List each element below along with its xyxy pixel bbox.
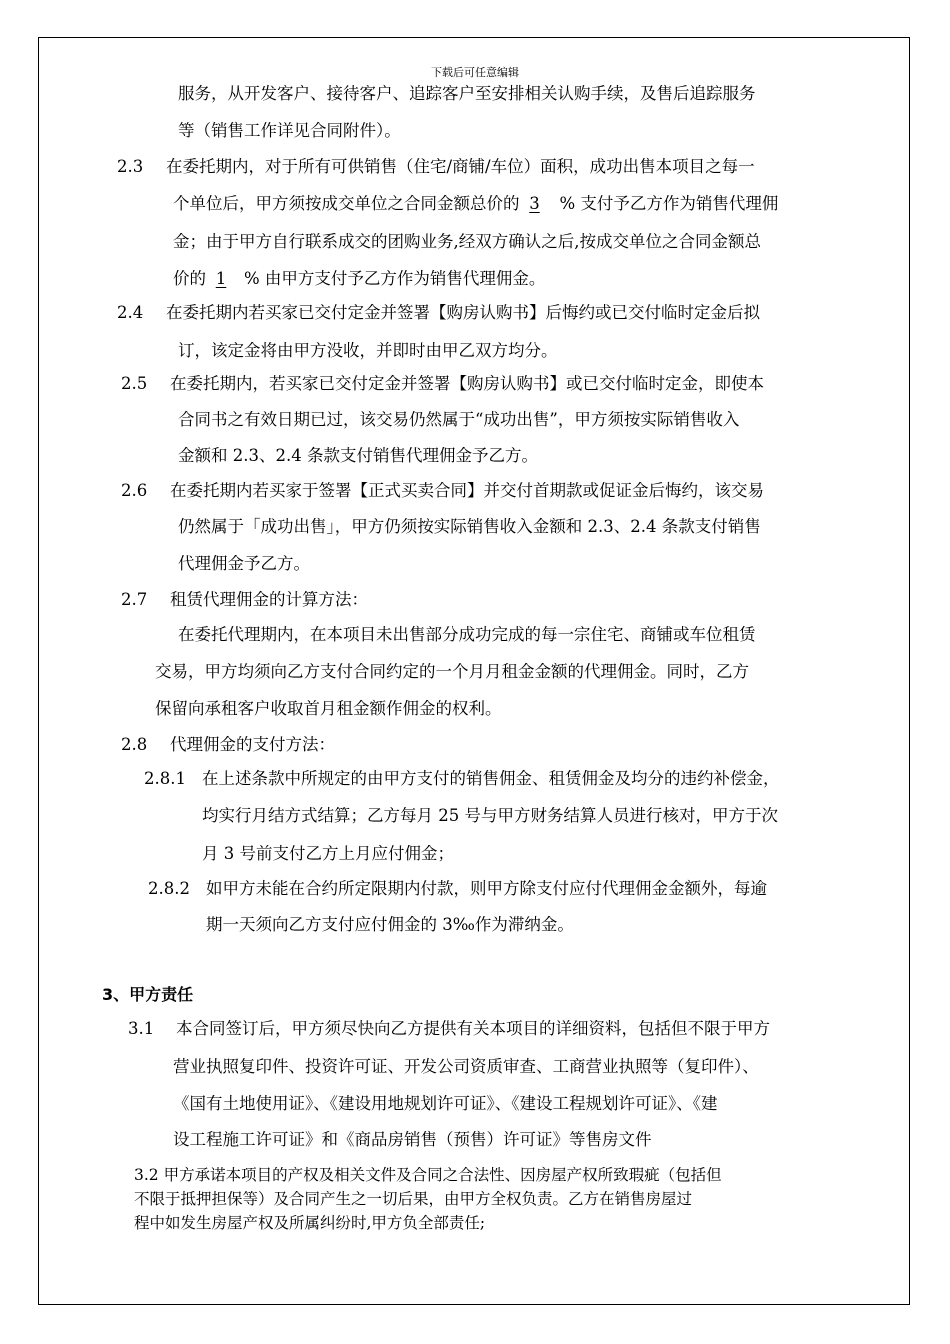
clause-2-3-line-2-a: 个单位后，甲方须按成交单位之合同金额总价的 <box>173 194 520 213</box>
clause-2-8-2-line-1: 如甲方未能在合约所定限期内付款，则甲方除支付应付代理佣金金额外，每逾 <box>206 879 767 898</box>
clause-2-3-line-3: 金；由于甲方自行联系成交的团购业务,经双方确认之后,按成交单位之合同金额总 <box>173 232 761 251</box>
clause-2-7-number: 2.7 <box>121 590 148 609</box>
clause-2-5-line-3: 金额和 2.3、2.4 条款支付销售代理佣金予乙方。 <box>178 446 538 465</box>
clause-2-4-line-1: 在委托期内若买家已交付定金并签署【购房认购书】后悔约或已交付临时定金后拟 <box>166 303 760 322</box>
clause-2-4-number: 2.4 <box>117 303 144 322</box>
clause-3-1-line-2: 营业执照复印件、投资许可证、开发公司资质审查、工商营业执照等（复印件）、 <box>173 1057 759 1076</box>
clause-2-8-1-line-1: 在上述条款中所规定的由甲方支付的销售佣金、租赁佣金及均分的违约补偿金， <box>202 769 780 788</box>
group-sale-commission-rate: 1 <box>215 269 227 288</box>
clause-2-3-line-1: 在委托期内，对于所有可供销售（住宅/商铺/车位）面积，成功出售本项目之每一 <box>166 157 755 176</box>
sales-commission-rate: 3 <box>529 194 540 213</box>
clause-2-6-number: 2.6 <box>121 481 148 500</box>
clause-3-1-line-4: 设工程施工许可证》和《商品房销售（预售）许可证》等售房文件 <box>173 1130 652 1149</box>
clause-3-1-line-1: 本合同签订后，甲方须尽快向乙方提供有关本项目的详细资料，包括但不限于甲方 <box>176 1019 770 1038</box>
clause-2-7-line-1: 在委托代理期内，在本项目未出售部分成功完成的每一宗住宅、商铺或车位租赁 <box>178 625 756 644</box>
clause-2-5-line-1: 在委托期内，若买家已交付定金并签署【购房认购书】或已交付临时定金，即使本 <box>170 374 764 393</box>
clause-2-8-1-number: 2.8.1 <box>144 769 186 788</box>
clause-3-2-line-1: 3.2 甲方承诺本项目的产权及相关文件及合同之合法性、因房屋产权所致瑕疵（包括但 <box>134 1166 722 1184</box>
clause-3-1-number: 3.1 <box>128 1019 155 1038</box>
clause-2-8-2-line-2: 期一天须向乙方支付应付佣金的 3‰作为滞纳金。 <box>206 915 574 934</box>
clause-2-3-number: 2.3 <box>117 157 144 176</box>
clause-2-3-line-4-a: 价的 <box>173 269 206 288</box>
clause-2-2-line-1: 服务，从开发客户、接待客户、追踪客户至安排相关认购手续，及售后追踪服务 <box>178 84 756 103</box>
clause-2-3-line-2-b: % 支付予乙方作为销售代理佣 <box>559 194 779 213</box>
clause-2-3-line-2 <box>173 194 778 214</box>
clause-2-8-number: 2.8 <box>121 735 148 754</box>
clause-2-7-line-2: 交易，甲方均须向乙方支付合同约定的一个月月租金金额的代理佣金。同时，乙方 <box>155 662 749 681</box>
clause-2-6-line-3: 代理佣金予乙方。 <box>178 554 310 573</box>
clause-2-4-line-2: 订，该定金将由甲方没收，并即时由甲乙双方均分。 <box>178 341 558 360</box>
header-watermark: 下载后可任意编辑 <box>431 66 519 79</box>
clause-2-5-number: 2.5 <box>121 374 148 393</box>
clause-2-6-line-1: 在委托期内若买家于签署【正式买卖合同】并交付首期款或促证金后悔约，该交易 <box>170 481 764 500</box>
clause-2-6-line-2: 仍然属于「成功出售」，甲方仍须按实际销售收入金额和 2.3、2.4 条款支付销售 <box>178 517 761 536</box>
clause-2-8-title: 代理佣金的支付方法： <box>170 735 335 754</box>
clause-2-3-line-4-b: % 由甲方支付予乙方作为销售代理佣金。 <box>244 269 546 288</box>
clause-2-8-1-line-3: 月 3 号前支付乙方上月应付佣金； <box>202 844 454 863</box>
clause-2-8-2-number: 2.8.2 <box>148 879 190 898</box>
clause-2-3-line-4 <box>173 269 545 289</box>
clause-2-7-title: 租赁代理佣金的计算方法： <box>170 590 368 609</box>
section-3-heading: 3、甲方责任 <box>102 985 194 1004</box>
clause-2-8-1-line-2: 均实行月结方式结算；乙方每月 25 号与甲方财务结算人员进行核对，甲方于次 <box>202 806 778 825</box>
clause-3-2-line-3: 程中如发生房屋产权及所属纠纷时,甲方负全部责任; <box>134 1214 486 1232</box>
clause-3-2-line-2: 不限于抵押担保等）及合同产生之一切后果，由甲方全权负责。乙方在销售房屋过 <box>134 1190 693 1208</box>
clause-3-1-line-3: 《国有土地使用证》、《建设用地规划许可证》、《建设工程规划许可证》、《建 <box>173 1094 718 1113</box>
clause-2-7-line-3: 保留向承租客户收取首月租金额作佣金的权利。 <box>155 699 502 718</box>
clause-2-2-line-2: 等（销售工作详见合同附件）。 <box>178 121 401 140</box>
clause-2-5-line-2: 合同书之有效日期已过，该交易仍然属于“成功出售”，甲方须按实际销售收入 <box>178 410 740 429</box>
